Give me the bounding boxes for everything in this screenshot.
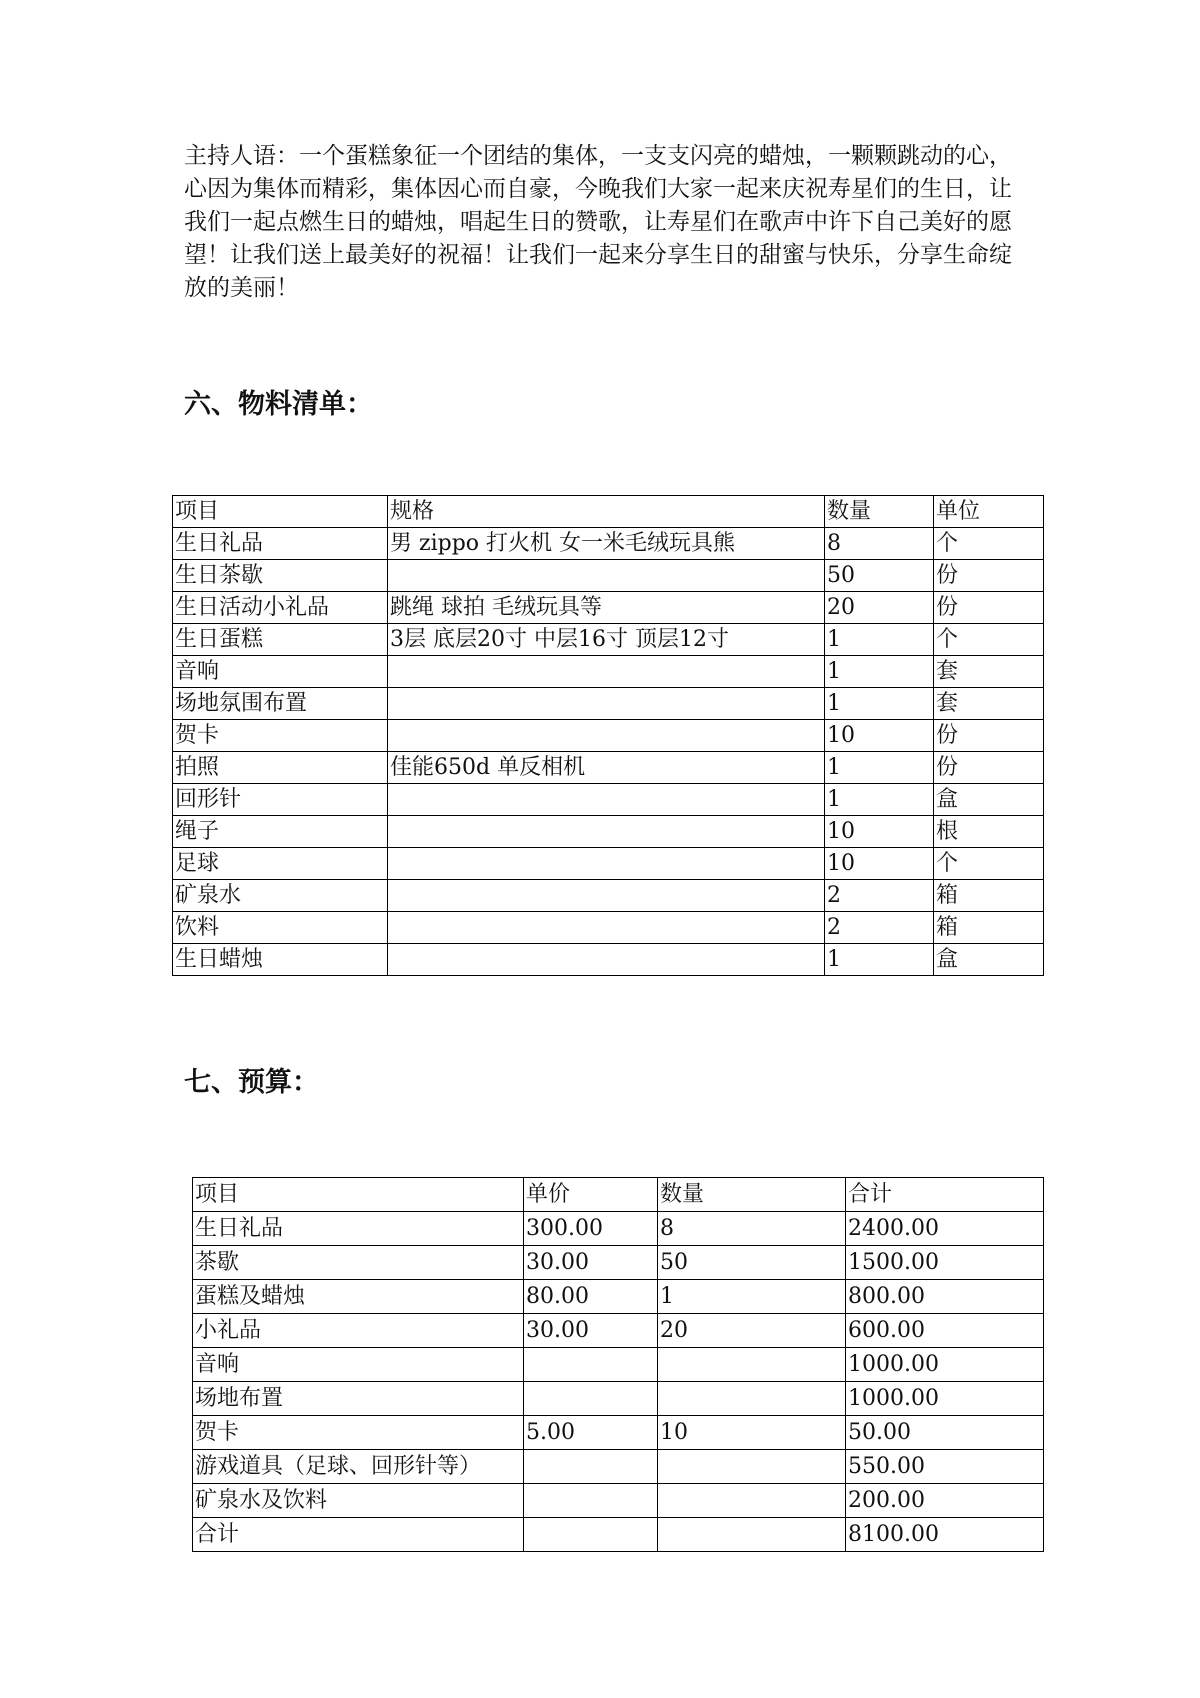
budget-cell: [524, 1382, 658, 1416]
materials-cell: [388, 560, 825, 592]
budget-cell: [524, 1348, 658, 1382]
budget-cell: 1000.00: [846, 1382, 1044, 1416]
materials-table: [172, 495, 1044, 976]
materials-cell: 20: [825, 592, 934, 624]
materials-heading: 六、物料清单：: [184, 389, 373, 420]
budget-cell: 800.00: [846, 1280, 1044, 1314]
materials-cell: 男 zippo 打火机 女一米毛绒玩具熊: [388, 528, 825, 560]
budget-row: [193, 1518, 1044, 1552]
materials-cell: 贺卡: [173, 720, 388, 752]
budget-cell: 生日礼品: [193, 1212, 524, 1246]
materials-cell: 场地氛围布置: [173, 688, 388, 720]
materials-row: [173, 848, 1044, 880]
materials-cell: 盒: [934, 944, 1044, 976]
materials-cell: 份: [934, 720, 1044, 752]
materials-row: [173, 624, 1044, 656]
materials-row: [173, 656, 1044, 688]
host-speech-paragraph: 主持人语：一个蛋糕象征一个团结的集体，一支支闪亮的蜡烛，一颗颗跳动的心，心因为集体而精彩，集体因心而自豪，今晚我们大家一起来庆祝寿星们的生日，让我们一起点燃生日的蜡烛，唱起生日的赞歌，让寿星们在歌声中许下自己美好的愿望！让我们送上最美好的祝福！让我们一起来分享生日的甜蜜与快乐，分享生命绽放的美丽！: [184, 143, 1012, 301]
materials-cell: 生日活动小礼品: [173, 592, 388, 624]
materials-cell: [388, 944, 825, 976]
materials-cell: 音响: [173, 656, 388, 688]
materials-cell: 回形针: [173, 784, 388, 816]
budget-cell: 蛋糕及蜡烛: [193, 1280, 524, 1314]
materials-row: [173, 880, 1044, 912]
materials-cell: 1: [825, 688, 934, 720]
materials-cell: 盒: [934, 784, 1044, 816]
materials-cell: 1: [825, 656, 934, 688]
budget-row: [193, 1246, 1044, 1280]
budget-cell: 200.00: [846, 1484, 1044, 1518]
materials-cell: 箱: [934, 880, 1044, 912]
budget-row: [193, 1416, 1044, 1450]
budget-cell: 50.00: [846, 1416, 1044, 1450]
materials-header-cell: 数量: [825, 496, 934, 528]
materials-cell: 50: [825, 560, 934, 592]
materials-header-cell: 规格: [388, 496, 825, 528]
materials-cell: 生日茶歇: [173, 560, 388, 592]
materials-header-cell: 项目: [173, 496, 388, 528]
materials-cell: 生日蜡烛: [173, 944, 388, 976]
budget-header-cell: 数量: [658, 1178, 846, 1212]
materials-cell: [388, 880, 825, 912]
budget-row: [193, 1484, 1044, 1518]
materials-cell: 饮料: [173, 912, 388, 944]
budget-cell: 20: [658, 1314, 846, 1348]
materials-cell: 个: [934, 624, 1044, 656]
budget-cell: 80.00: [524, 1280, 658, 1314]
budget-cell: 合计: [193, 1518, 524, 1552]
budget-cell: 茶歇: [193, 1246, 524, 1280]
budget-row: [193, 1212, 1044, 1246]
materials-cell: 套: [934, 656, 1044, 688]
budget-cell: 音响: [193, 1348, 524, 1382]
materials-cell: 10: [825, 720, 934, 752]
budget-cell: [658, 1450, 846, 1484]
materials-cell: 1: [825, 752, 934, 784]
materials-cell: [388, 848, 825, 880]
budget-cell: [524, 1518, 658, 1552]
materials-cell: 3层 底层20寸 中层16寸 顶层12寸: [388, 624, 825, 656]
budget-cell: 游戏道具（足球、回形针等）: [193, 1450, 524, 1484]
budget-cell: 1500.00: [846, 1246, 1044, 1280]
budget-cell: [658, 1518, 846, 1552]
materials-cell: 个: [934, 528, 1044, 560]
budget-header-cell: 项目: [193, 1178, 524, 1212]
materials-cell: 生日礼品: [173, 528, 388, 560]
budget-cell: 小礼品: [193, 1314, 524, 1348]
budget-cell: 2400.00: [846, 1212, 1044, 1246]
materials-cell: 个: [934, 848, 1044, 880]
budget-header-row: [193, 1178, 1044, 1212]
budget-cell: 550.00: [846, 1450, 1044, 1484]
materials-cell: 2: [825, 912, 934, 944]
materials-row: [173, 784, 1044, 816]
materials-row: [173, 816, 1044, 848]
materials-cell: 8: [825, 528, 934, 560]
budget-cell: 50: [658, 1246, 846, 1280]
materials-row: [173, 752, 1044, 784]
budget-row: [193, 1382, 1044, 1416]
budget-cell: 1000.00: [846, 1348, 1044, 1382]
materials-cell: 份: [934, 592, 1044, 624]
budget-row: [193, 1450, 1044, 1484]
materials-cell: 10: [825, 848, 934, 880]
materials-cell: 1: [825, 784, 934, 816]
budget-cell: 8: [658, 1212, 846, 1246]
budget-cell: [658, 1382, 846, 1416]
budget-row: [193, 1280, 1044, 1314]
budget-header-cell: 单价: [524, 1178, 658, 1212]
budget-cell: 30.00: [524, 1314, 658, 1348]
budget-cell: [524, 1450, 658, 1484]
budget-cell: 8100.00: [846, 1518, 1044, 1552]
materials-cell: 拍照: [173, 752, 388, 784]
materials-row: [173, 720, 1044, 752]
budget-header-cell: 合计: [846, 1178, 1044, 1212]
materials-row: [173, 592, 1044, 624]
budget-table: [192, 1177, 1044, 1552]
materials-cell: 佳能650d 单反相机: [388, 752, 825, 784]
materials-row: [173, 560, 1044, 592]
budget-cell: 30.00: [524, 1246, 658, 1280]
materials-row: [173, 944, 1044, 976]
materials-cell: 根: [934, 816, 1044, 848]
materials-cell: [388, 816, 825, 848]
materials-cell: [388, 784, 825, 816]
materials-row: [173, 528, 1044, 560]
budget-heading: 七、预算：: [184, 1067, 319, 1098]
materials-cell: [388, 720, 825, 752]
materials-row: [173, 912, 1044, 944]
budget-cell: 300.00: [524, 1212, 658, 1246]
materials-cell: 矿泉水: [173, 880, 388, 912]
budget-cell: 5.00: [524, 1416, 658, 1450]
budget-cell: 场地布置: [193, 1382, 524, 1416]
budget-cell: 1: [658, 1280, 846, 1314]
materials-cell: 1: [825, 624, 934, 656]
materials-cell: 跳绳 球拍 毛绒玩具等: [388, 592, 825, 624]
materials-cell: 份: [934, 752, 1044, 784]
materials-cell: 足球: [173, 848, 388, 880]
materials-cell: 份: [934, 560, 1044, 592]
budget-row: [193, 1348, 1044, 1382]
materials-cell: [388, 656, 825, 688]
materials-cell: [388, 912, 825, 944]
materials-cell: 绳子: [173, 816, 388, 848]
materials-cell: 1: [825, 944, 934, 976]
materials-header-row: [173, 496, 1044, 528]
materials-cell: 套: [934, 688, 1044, 720]
materials-cell: 箱: [934, 912, 1044, 944]
budget-cell: 贺卡: [193, 1416, 524, 1450]
budget-cell: [658, 1348, 846, 1382]
materials-header-cell: 单位: [934, 496, 1044, 528]
budget-cell: 600.00: [846, 1314, 1044, 1348]
materials-row: [173, 688, 1044, 720]
budget-cell: 矿泉水及饮料: [193, 1484, 524, 1518]
budget-cell: [658, 1484, 846, 1518]
materials-cell: 2: [825, 880, 934, 912]
budget-cell: [524, 1484, 658, 1518]
budget-cell: 10: [658, 1416, 846, 1450]
materials-cell: 10: [825, 816, 934, 848]
materials-cell: [388, 688, 825, 720]
materials-cell: 生日蛋糕: [173, 624, 388, 656]
budget-row: [193, 1314, 1044, 1348]
